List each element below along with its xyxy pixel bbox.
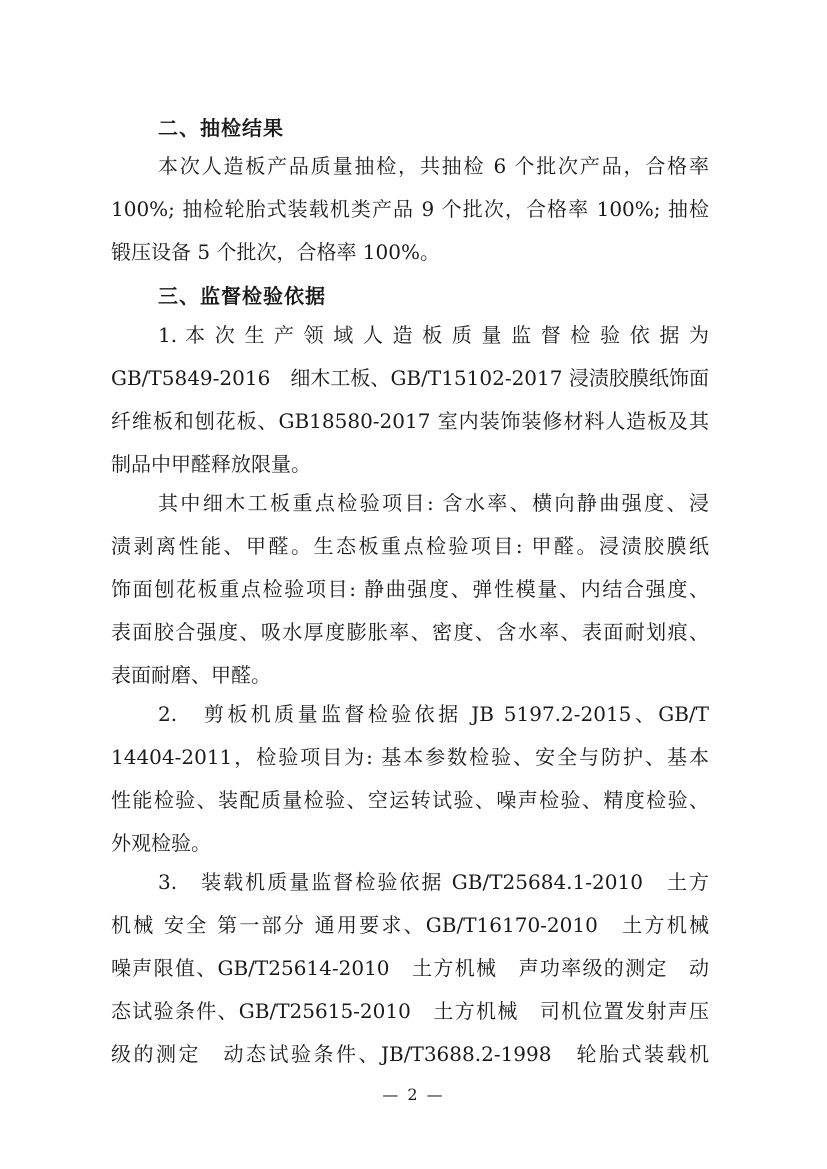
section-heading-results: 二、抽检结果	[158, 116, 284, 140]
paragraph-line: 100%; 抽检轮胎式装载机类产品 9 个批次，合格率 100%; 抽检	[111, 197, 709, 221]
paragraph-line: 其中细木工板重点检验项目: 含水率、横向静曲强度、浸	[158, 491, 709, 515]
paragraph-line: 机械 安全 第一部分 通用要求、GB/T16170-2010 土方机械	[111, 913, 709, 937]
paragraph-line: 噪声限值、GB/T25614-2010 土方机械 声功率级的测定 动	[111, 956, 709, 980]
paragraph-line: 级的测定 动态试验条件、JB/T3688.2-1998 轮胎式装载机	[111, 1042, 709, 1066]
paragraph-line: GB/T5849-2016 细木工板、GB/T15102-2017 浸渍胶膜纸饰面	[111, 366, 709, 390]
paragraph-line: 3. 装载机质量监督检验依据 GB/T25684.1-2010 土方	[158, 870, 709, 894]
section-heading-basis: 三、监督检验依据	[158, 284, 326, 308]
paragraph-line: 渍剥离性能、甲醛。生态板重点检验项目: 甲醛。浸渍胶膜纸	[111, 534, 709, 558]
paragraph-line: 本次人造板产品质量抽检，共抽检 6 个批次产品，合格率	[158, 154, 709, 178]
paragraph-line: 饰面刨花板重点检验项目: 静曲强度、弹性模量、内结合强度、	[111, 577, 709, 601]
paragraph-line: 表面耐磨、甲醛。	[111, 663, 271, 687]
paragraph-line: 纤维板和刨花板、GB18580-2017 室内装饰装修材料人造板及其	[111, 409, 709, 433]
paragraph-line: 锻压设备 5 个批次，合格率 100%。	[111, 240, 440, 264]
paragraph-line: 2. 剪板机质量监督检验依据 JB 5197.2-2015、GB/T	[158, 702, 709, 726]
paragraph-line: 制品中甲醛释放限量。	[111, 452, 311, 476]
paragraph-line: 14404-2011，检验项目为: 基本参数检验、安全与防护、基本	[111, 745, 709, 769]
page-number: — 2 —	[382, 1085, 445, 1104]
paragraph-line: 外观检验。	[111, 831, 211, 855]
paragraph-line: 性能检验、装配质量检验、空运转试验、噪声检验、精度检验、	[111, 788, 709, 812]
paragraph-line: 表面胶合强度、吸水厚度膨胀率、密度、含水率、表面耐划痕、	[111, 620, 709, 644]
paragraph-line: 1. 本 次 生 产 领 域 人 造 板 质 量 监 督 检 验 依 据 为	[158, 323, 709, 347]
paragraph-line: 态试验条件、GB/T25615-2010 土方机械 司机位置发射声压	[111, 999, 709, 1023]
